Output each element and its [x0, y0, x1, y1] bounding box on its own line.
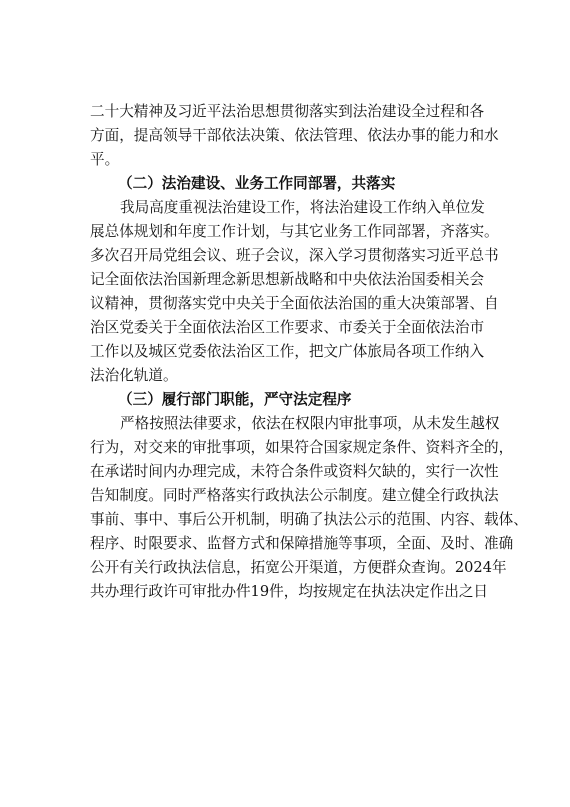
paragraph-line: 平。	[90, 151, 120, 168]
paragraph-line: 工作以及城区党委依法治区工作，把文广体旅局各项工作纳入	[90, 343, 485, 360]
paragraph-line: 多次召开局党组会议、班子会议，深入学习贯彻落实习近平总书	[90, 247, 499, 264]
paragraph-line: 严格按照法律要求，依法在权限内审批事项，从未发生越权	[120, 415, 500, 432]
paragraph-line: 二十大精神及习近平法治思想贯彻落实到法治建设全过程和各	[90, 103, 485, 120]
paragraph-line: 告知制度。同时严格落实行政执法公示制度。建立健全行政执法	[90, 487, 499, 504]
paragraph-line: 议精神，贯彻落实党中央关于全面依法治国的重大决策部署、自	[90, 295, 499, 312]
paragraph-line: 程序、时限要求、监督方式和保障措施等事项，全面、及时、准确	[90, 535, 514, 552]
paragraph-line: 公开有关行政执法信息，拓宽公开渠道，方便群众查询。2024年	[90, 559, 507, 576]
paragraph-line: 事前、事中、事后公开机制，明确了执法公示的范围、内容、载体、	[90, 511, 528, 528]
paragraph-line: 方面，提高领导干部依法决策、依法管理、依法办事的能力和水	[90, 127, 499, 144]
paragraph-line: 共办理行政许可审批办件19件，均按规定在执法决定作出之日	[90, 583, 489, 600]
paragraph-line: 我局高度重视法治建设工作，将法治建设工作纳入单位发	[120, 199, 485, 216]
paragraph-line: 在承诺时间内办理完成，未符合条件或资料欠缺的，实行一次性	[90, 463, 499, 480]
section-heading: （三）履行部门职能，严守法定程序	[118, 391, 352, 408]
section-heading: （二）法治建设、业务工作同部署，共落实	[118, 175, 396, 192]
paragraph-line: 治区党委关于全面依法治区工作要求、市委关于全面依法治市	[90, 319, 485, 336]
paragraph-line: 行为，对交来的审批事项，如果符合国家规定条件、资料齐全的，	[90, 439, 514, 456]
paragraph-line: 记全面依法治国新理念新思想新战略和中央依法治国委相关会	[90, 271, 485, 288]
paragraph-line: 展总体规划和年度工作计划，与其它业务工作同部署，齐落实。	[90, 223, 499, 240]
document-body	[90, 100, 528, 604]
paragraph-line: 法治化轨道。	[90, 367, 178, 384]
